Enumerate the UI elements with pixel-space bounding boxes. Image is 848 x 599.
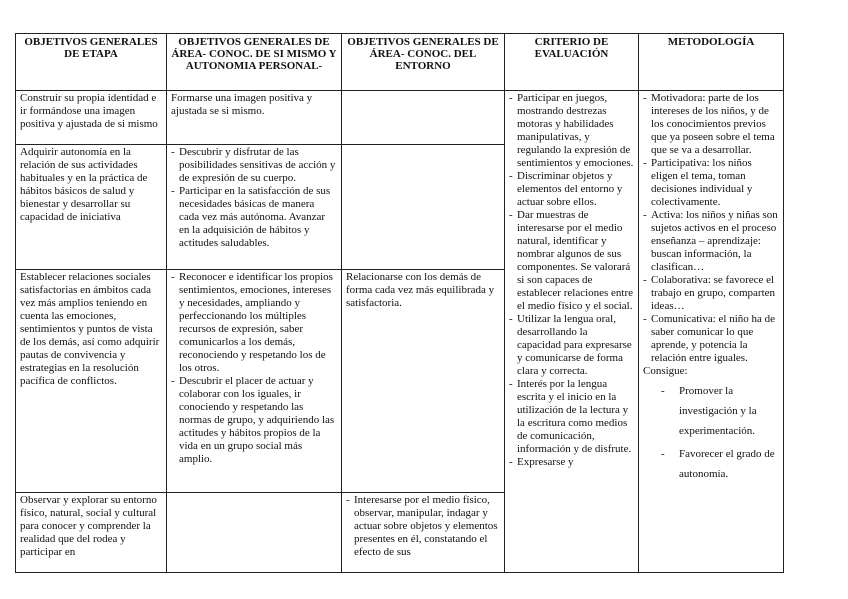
- list-item: - Utilizar la lengua oral, desarrollando la capacidad para expresarse y comunicarse de forma clara y correcta.: [509, 313, 634, 378]
- metodologia-list: [643, 92, 779, 365]
- header-criterio-evaluacion: CRITERIO DE EVALUACIÓN: [505, 34, 639, 91]
- list-item: - Promover la investigación y la experimentación.: [643, 381, 779, 441]
- list-item: - Colaborativa: se favorece el trabajo en grupo, comparten ideas…: [643, 274, 779, 313]
- autonomia-list: [171, 146, 337, 250]
- header-objetivos-entorno: OBJETIVOS GENERALES DE ÁREA- CONOC. DEL ENTORNO: [342, 34, 505, 91]
- list-item: - Participar en juegos, mostrando destrezas motoras y habilidades manipulativas, y regulando la expresión de sentimientos y emociones.: [509, 92, 634, 170]
- curriculum-table: [15, 33, 784, 573]
- cell-etapa: Establecer relaciones sociales satisfactorias en ámbitos cada vez más amplios teniendo en cuenta las emociones, sentimientos y puntos de vista de los demás, así como adquirir pautas de convivencia y estrategias en la resolución pacífica de conflictos.: [16, 270, 167, 493]
- list-item: - Interesarse por el medio físico, observar, manipular, indagar y actuar sobre objetos y elementos presentes en él, constatando el efecto de sus: [346, 494, 500, 559]
- cell-etapa: Construir su propia identidad e ir formándose una imagen positiva y ajustada de si mismo: [16, 91, 167, 145]
- list-item: - Favorecer el grado de autonomía.: [643, 444, 779, 484]
- cell-entorno: [342, 493, 505, 573]
- cell-entorno: [342, 145, 505, 270]
- list-item: - Reconocer e identificar los propios sentimientos, emociones, intereses y necesidades, ampliando y perfeccionando los múltiples recursos de expresión, saber comunicarlos a los demás, reconociendo y respetando los de los otros.: [171, 271, 337, 375]
- cell-autonomia: [167, 493, 342, 573]
- list-item: - Motivadora: parte de los intereses de los niños, y de los conocimientos previos que ya poseen sobre el tema que se va a desarrollar.: [643, 92, 779, 157]
- consigue-list: [643, 381, 779, 484]
- header-objetivos-autonomia: OBJETIVOS GENERALES DE ÁREA- CONOC. DE SI MISMO Y AUTONOMIA PERSONAL-: [167, 34, 342, 91]
- cell-etapa: Adquirir autonomía en la relación de sus actividades habituales y en la práctica de hábitos básicos de salud y bienestar y desarrollar su capacidad de iniciativa: [16, 145, 167, 270]
- cell-criterio: [505, 91, 639, 573]
- list-item: - Dar muestras de interesarse por el medio natural, identificar y nombrar algunos de sus componentes. Se valorará si son capaces de establecer relaciones entre el medio físico y el social.: [509, 209, 634, 313]
- list-item: - Participativa: los niños eligen el tema, toman decisiones individual y colectivamente.: [643, 157, 779, 209]
- entorno-list: [346, 494, 500, 572]
- list-item: - Descubrir y disfrutar de las posibilidades sensitivas de acción y de expresión de su cuerpo.: [171, 146, 337, 185]
- list-item: - Participar en la satisfacción de sus necesidades básicas de manera cada vez más autónoma. Avanzar en la adquisición de hábitos y actitudes saludables.: [171, 185, 337, 250]
- table-row: [16, 91, 784, 145]
- list-item: - Interés por la lengua escrita y el inicio en la utilización de la lectura y la escritura como medios de comunicación, información y de disfrute.: [509, 378, 634, 456]
- header-row: [16, 34, 784, 91]
- cell-autonomia: [167, 270, 342, 493]
- list-item: - Comunicativa: el niño ha de saber comunicar lo que aprende, y potencia la relación entre iguales.: [643, 313, 779, 365]
- header-objetivos-etapa: OBJETIVOS GENERALES DE ETAPA: [16, 34, 167, 91]
- cell-entorno: Relacionarse con los demás de forma cada vez más equilibrada y satisfactoria.: [342, 270, 505, 493]
- cell-metodologia: [639, 91, 784, 573]
- list-item: - Activa: los niños y niñas son sujetos activos en el proceso enseñanza – aprendizaje: buscan información, la clasifican…: [643, 209, 779, 274]
- cell-autonomia: [167, 145, 342, 270]
- autonomia-list: [171, 271, 337, 466]
- header-metodologia: METODOLOGÍA: [639, 34, 784, 91]
- cell-etapa: Observar y explorar su entorno físico, natural, social y cultural para conocer y comprender la realidad que del rodea y participar en: [16, 493, 167, 573]
- consigue-label: Consigue:: [643, 365, 688, 377]
- list-item: - Expresarse y: [509, 456, 634, 469]
- list-item: - Descubrir el placer de actuar y colaborar con los iguales, ir conociendo y respetando las normas de grupo, y adquiriendo las actitudes y hábitos propios de la vida en un grupo social más amplio.: [171, 375, 337, 466]
- cell-entorno: [342, 91, 505, 145]
- cell-autonomia: Formarse una imagen positiva y ajustada se si mismo.: [167, 91, 342, 145]
- list-item: - Discriminar objetos y elementos del entorno y actuar sobre ellos.: [509, 170, 634, 209]
- criterio-list: [509, 92, 634, 469]
